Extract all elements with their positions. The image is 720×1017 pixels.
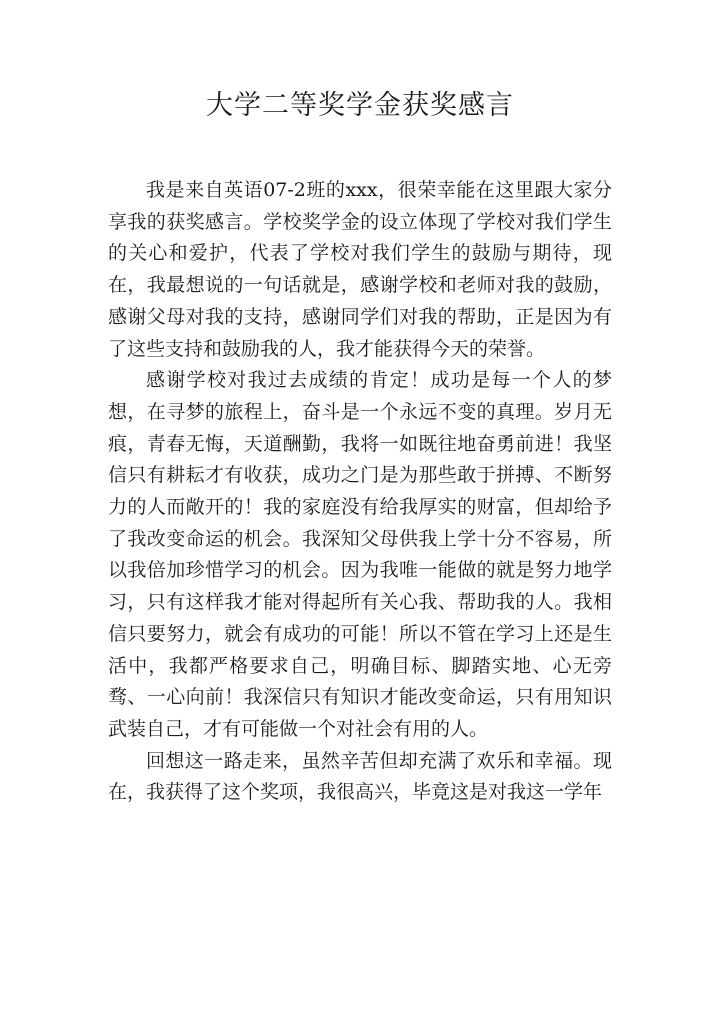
paragraph-2: 感谢学校对我过去成绩的肯定！成功是每一个人的梦想，在寻梦的旅程上，奋斗是一个永远不变的真理。岁月无痕，青春无悔，天道酬勤，我将一如既往地奋勇前进！我坚信只有耕耘才有收获，成功之门是为那些敢于拼搏、不断努力的人而敞开的！我的家庭没有给我厚实的财富，但却给予了我改变命运的机会。我深知父母供我上学十分不容易，所以我倍加珍惜学习的机会。因为我唯一能做的就是努力地学习，只有这样我才能对得起所有关心我、帮助我的人。我相信只要努力，就会有成功的可能！所以不管在学习上还是生活中，我都严格要求自己，明确目标、脚踏实地、心无旁骛、一心向前！我深信只有知识才能改变命运，只有用知识武装自己，才有可能做一个对社会有用的人。 bbox=[108, 369, 612, 740]
document-body bbox=[108, 175, 612, 809]
paragraph-3: 回想这一路走来，虽然辛苦但却充满了欢乐和幸福。现在，我获得了这个奖项，我很高兴，毕竟这是对我这一学年 bbox=[108, 749, 612, 804]
paragraph-1: 我是来自英语07-2班的xxx，很荣幸能在这里跟大家分享我的获奖感言。学校奖学金的设立体现了学校对我们学生的关心和爱护，代表了学校对我们学生的鼓励与期待，现在，我最想说的一句话就是，感谢学校和老师对我的鼓励，感谢父母对我的支持，感谢同学们对我的帮助，正是因为有了这些支持和鼓励我的人，我才能获得今天的荣誉。 bbox=[108, 179, 612, 360]
document-title: 大学二等奖学金获奖感言 bbox=[206, 90, 514, 121]
